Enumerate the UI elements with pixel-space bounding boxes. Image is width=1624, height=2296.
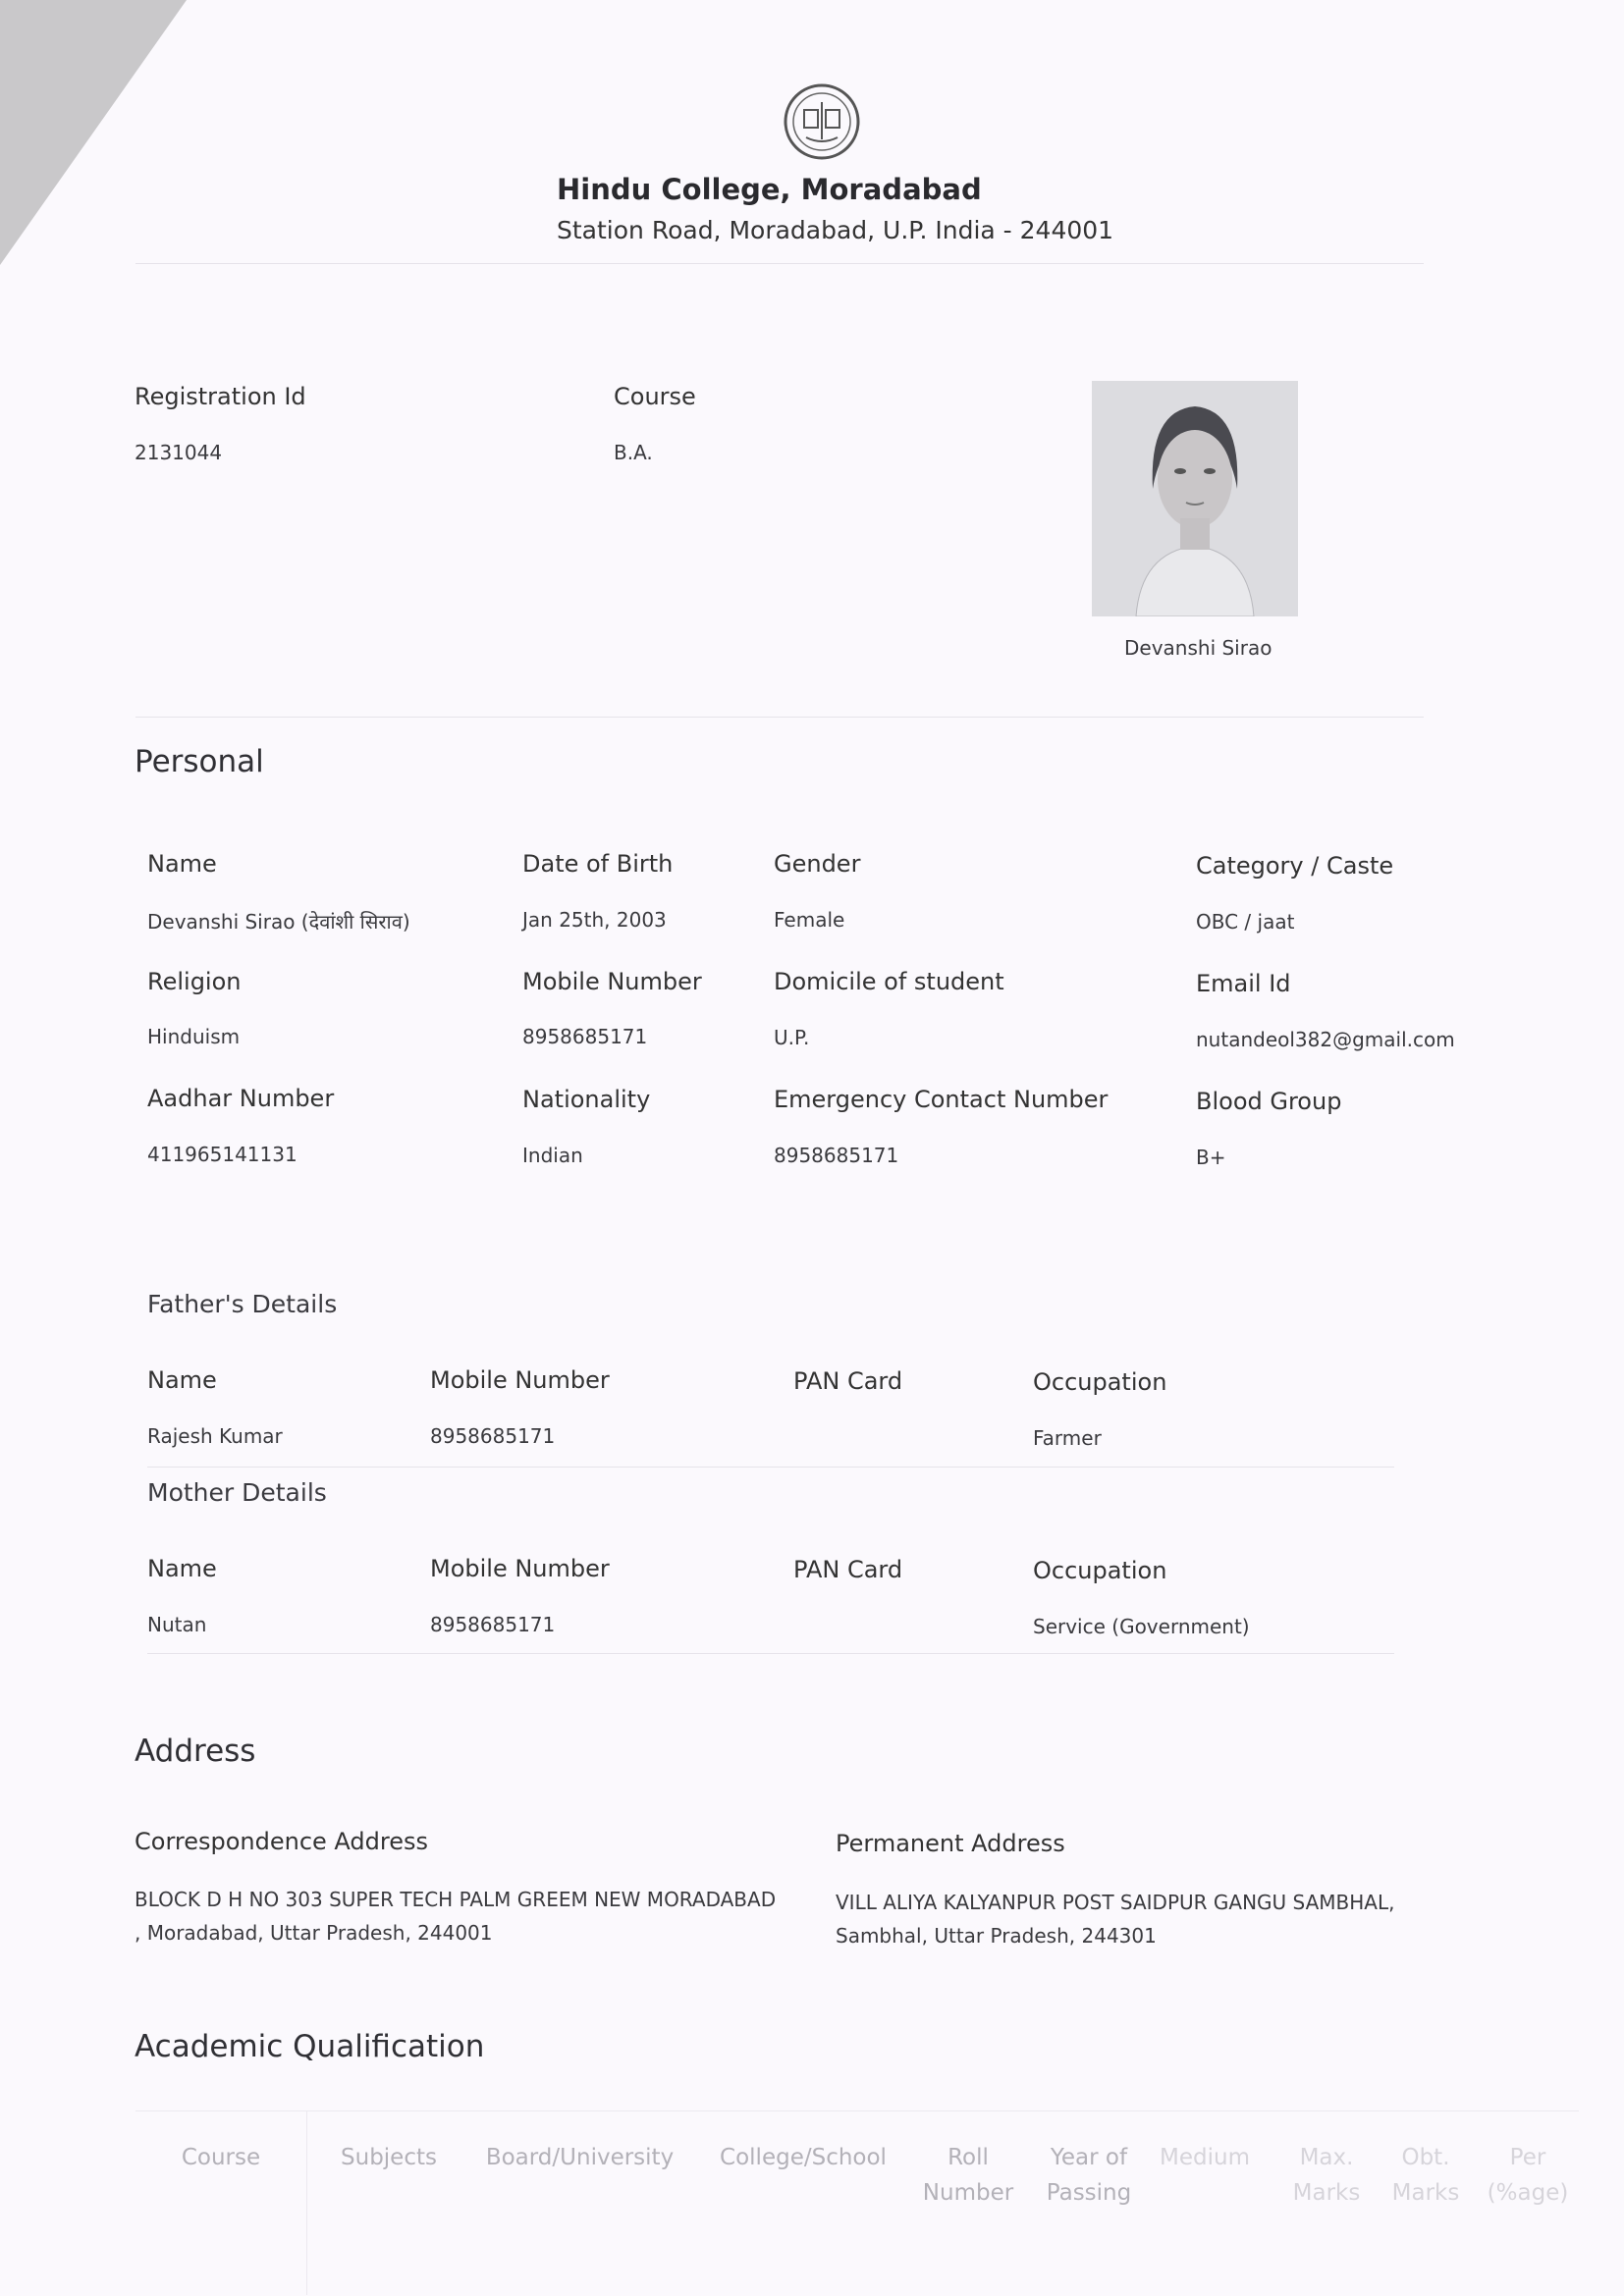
blood-group-value: B+ [1196,1146,1226,1169]
aadhar-value: 411965141131 [147,1143,298,1166]
father-details-title: Father's Details [147,1290,338,1318]
aadhar-label: Aadhar Number [147,1085,335,1112]
folded-page-corner [0,0,187,265]
mother-mobile-value: 8958685171 [430,1613,556,1636]
name-value: Devanshi Sirao (देवांशी सिराव) [147,910,410,934]
email-value: nutandeol382@gmail.com [1196,1028,1455,1051]
academic-col-header: Obt. Marks [1391,2145,1460,2206]
mother-details-title: Mother Details [147,1478,327,1507]
academic-col-header: Roll Number [922,2145,1014,2206]
photo-caption: Devanshi Sirao [1124,636,1272,660]
mother-pan-label: PAN Card [793,1556,903,1583]
father-name-value: Rajesh Kumar [147,1424,283,1448]
college-emblem-icon [783,82,861,161]
mobile-value: 8958685171 [522,1025,648,1048]
section-title-address: Address [135,1734,256,1769]
academic-col-header: Board/University [485,2145,675,2170]
father-occupation-label: Occupation [1033,1368,1167,1396]
mother-occupation-value: Service (Government) [1033,1615,1250,1638]
college-address: Station Road, Moradabad, U.P. India - 244001 [557,216,1114,244]
academic-col-header: Per (%age) [1487,2145,1569,2206]
registration-divider [135,717,1424,718]
registration-id-value: 2131044 [135,441,223,464]
correspondence-address-label: Correspondence Address [135,1828,429,1855]
academic-col-header: Max. Marks [1292,2145,1361,2206]
academic-col-header: Year of Passing [1046,2145,1132,2206]
course-label: Course [614,383,696,410]
blood-group-label: Blood Group [1196,1088,1342,1115]
course-value: B.A. [614,441,653,464]
father-pan-label: PAN Card [793,1367,903,1395]
mother-mobile-label: Mobile Number [430,1555,610,1582]
academic-col-header: Medium [1160,2145,1250,2170]
college-name: Hindu College, Moradabad [557,173,982,206]
section-title-personal: Personal [135,744,264,779]
mobile-label: Mobile Number [522,968,702,995]
permanent-address-line2: Sambhal, Uttar Pradesh, 244301 [836,1924,1157,1948]
gender-value: Female [774,908,845,932]
dob-label: Date of Birth [522,850,674,878]
emergency-contact-value: 8958685171 [774,1144,899,1167]
nationality-value: Indian [522,1144,583,1167]
correspondence-address-line1: BLOCK D H NO 303 SUPER TECH PALM GREEM NEW MORADABAD [135,1888,777,1911]
father-mobile-label: Mobile Number [430,1366,610,1394]
name-label: Name [147,850,217,878]
mother-divider [147,1653,1394,1654]
mother-name-label: Name [147,1555,217,1582]
dob-value: Jan 25th, 2003 [522,908,667,932]
nationality-label: Nationality [522,1086,651,1113]
religion-value: Hinduism [147,1025,241,1048]
student-photo [1092,381,1298,616]
academic-col-header: Course [181,2145,261,2170]
mother-occupation-label: Occupation [1033,1557,1167,1584]
academic-col-header: College/School [720,2145,887,2170]
mother-name-value: Nutan [147,1613,207,1636]
academic-col-header: Subjects [341,2145,437,2170]
gender-label: Gender [774,850,861,878]
father-mobile-value: 8958685171 [430,1424,556,1448]
emergency-contact-label: Emergency Contact Number [774,1086,1109,1113]
permanent-address-line1: VILL ALIYA KALYANPUR POST SAIDPUR GANGU SAMBHAL, [836,1891,1395,1914]
father-divider [147,1467,1394,1468]
section-title-academic: Academic Qualification [135,2029,485,2064]
category-value: OBC / jaat [1196,910,1295,934]
correspondence-address-line2: , Moradabad, Uttar Pradesh, 244001 [135,1921,493,1945]
category-label: Category / Caste [1196,852,1394,880]
religion-label: Religion [147,968,242,995]
permanent-address-label: Permanent Address [836,1830,1065,1857]
academic-table-col-divider [306,2110,307,2295]
email-label: Email Id [1196,970,1291,997]
father-name-label: Name [147,1366,217,1394]
header-divider [135,263,1424,264]
registration-id-label: Registration Id [135,383,306,410]
father-occupation-value: Farmer [1033,1426,1102,1450]
domicile-value: U.P. [774,1026,810,1049]
domicile-label: Domicile of student [774,968,1004,995]
